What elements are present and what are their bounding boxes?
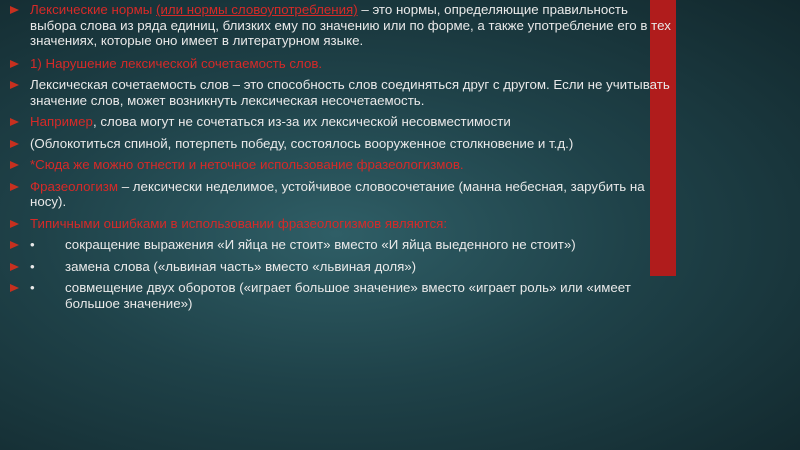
paragraph-example bbox=[10, 114, 675, 130]
arrow-bullet-icon bbox=[10, 220, 19, 228]
phraseologism-text: – лексически неделимое, устойчивое словосочетание (манна небесная, зарубить на носу). bbox=[30, 178, 645, 209]
term-lexical-norms: Лексические нормы bbox=[30, 2, 153, 17]
paragraph-lexical-norms bbox=[10, 2, 675, 49]
bullet-row bbox=[30, 259, 675, 275]
bullet-row bbox=[30, 237, 675, 253]
term-paren: (или нормы словоупотребления) bbox=[156, 2, 358, 17]
definition-text: – это нормы, определяющие правильность выбора слова из ряда единиц, близких ему по значению или по форме, а также употребление его в тех значениях, которые оно имеет в литературном языке. bbox=[30, 2, 671, 48]
arrow-bullet-icon bbox=[10, 161, 19, 169]
examples-text: (Облокотиться спиной, потерпеть победу, состоялось вооруженное столкновение и т.д.) bbox=[30, 135, 574, 151]
note-text: *Сюда же можно отнести и неточное использование фразеологизмов. bbox=[30, 157, 464, 172]
paragraph-examples-list bbox=[10, 136, 675, 152]
list-item bbox=[10, 237, 675, 253]
example-text: , слова могут не сочетаться из-за их лексической несовместимости bbox=[92, 114, 511, 129]
paragraph-typical-errors bbox=[10, 216, 675, 232]
list-item bbox=[10, 259, 675, 275]
arrow-bullet-icon bbox=[10, 60, 19, 68]
paragraph-note bbox=[10, 157, 675, 173]
arrow-bullet-icon bbox=[10, 118, 19, 126]
paragraph-compatibility bbox=[10, 77, 675, 108]
dot-bullet: • bbox=[30, 280, 35, 295]
arrow-bullet-icon bbox=[10, 81, 19, 89]
paragraph-heading-1 bbox=[10, 56, 675, 72]
arrow-bullet-icon bbox=[10, 183, 19, 191]
phraseologism-lead: Фразеологизм bbox=[30, 178, 119, 194]
slide-content bbox=[10, 2, 675, 317]
heading-violation: 1) Нарушение лексической сочетаемость слов. bbox=[30, 55, 323, 71]
bullet-text: замена слова («львиная часть» вместо «львиная доля») bbox=[65, 258, 417, 274]
bullet-text: сокращение выражения «И яйца не стоит» вместо «И яйца выеденного не стоит») bbox=[65, 237, 576, 252]
arrow-bullet-icon bbox=[10, 263, 19, 271]
compatibility-text: Лексическая сочетаемость слов – это способность слов соединяться друг с другом. Если не учитывать значение слов, может возникнуть лексическая несочетаемость. bbox=[30, 77, 670, 108]
list-item bbox=[10, 280, 675, 311]
paragraph-phraseologism bbox=[10, 179, 675, 210]
example-lead: Например bbox=[30, 114, 93, 129]
dot-bullet: • bbox=[30, 237, 35, 252]
typical-errors-text: Типичными ошибками в использовании фразеологизмов являются: bbox=[30, 215, 448, 231]
arrow-bullet-icon bbox=[10, 284, 19, 292]
dot-bullet: • bbox=[30, 258, 35, 274]
bullet-row bbox=[30, 280, 675, 311]
arrow-bullet-icon bbox=[10, 6, 19, 14]
arrow-bullet-icon bbox=[10, 140, 19, 148]
arrow-bullet-icon bbox=[10, 241, 19, 249]
bullet-text: совмещение двух оборотов («играет большое значение» вместо «играет роль» или «имеет большое значение») bbox=[65, 280, 631, 311]
